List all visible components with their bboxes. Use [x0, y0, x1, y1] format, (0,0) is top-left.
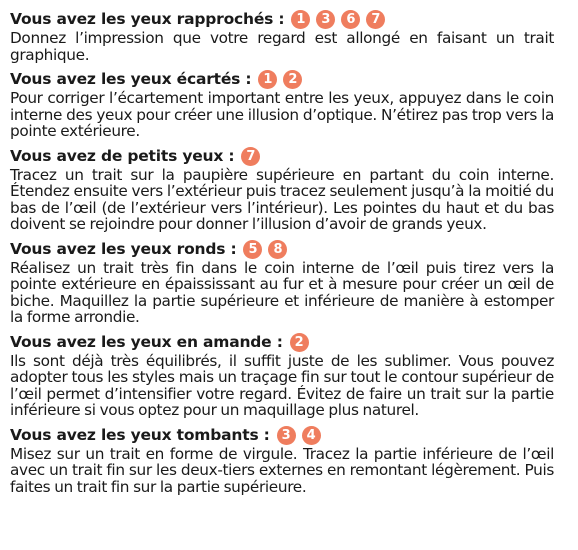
number-badge: 2: [290, 333, 309, 352]
section-text: Donnez l’impression que votre regard est allongé en faisant un trait graphique.: [10, 29, 554, 64]
technique-badges: [291, 10, 391, 29]
section-heading-line: [10, 9, 554, 30]
section-hooded-eyes: [10, 425, 554, 496]
eye-shape-guide: [10, 9, 554, 501]
technique-badges: [243, 240, 293, 259]
number-badge: 1: [291, 10, 310, 29]
number-badge: 6: [341, 10, 360, 29]
section-text: Ils sont déjà très équilibrés, il suffit juste de les sublimer. Vous pouvez adopter tous les styles mais un traçage fin sur tout le contour supérieur de l’œil permet d’intensifier votre regard. Évitez de faire un trait sur la partie inférieure si vous optez pour un maquillage plus naturel.: [10, 351, 554, 419]
number-badge: 3: [277, 426, 296, 445]
section-heading: Vous avez les yeux écartés :: [10, 70, 252, 88]
number-badge: 3: [316, 10, 335, 29]
section-heading-line: [10, 332, 554, 353]
section-heading: Vous avez les yeux ronds :: [10, 239, 237, 258]
number-badge: 1: [258, 70, 277, 89]
technique-badges: [258, 70, 308, 89]
section-close-set-eyes: [10, 9, 554, 63]
technique-badges: [241, 147, 266, 166]
number-badge: 4: [302, 426, 321, 445]
section-almond-eyes: [10, 332, 554, 419]
number-badge: 7: [241, 147, 260, 166]
section-round-eyes: [10, 239, 554, 326]
section-heading-line: [10, 425, 554, 446]
section-text: Pour corriger l’écartement important entre les yeux, appuyez dans le coin interne des yeux pour créer une illusion d’optique. N’étirez pas trop vers la pointe extérieure.: [10, 89, 554, 140]
section-heading: Vous avez de petits yeux :: [10, 146, 235, 165]
technique-badges: [277, 426, 327, 445]
section-heading-line: [10, 146, 554, 167]
section-heading: Vous avez les yeux en amande :: [10, 332, 283, 351]
section-heading: Vous avez les yeux tombants :: [10, 425, 270, 444]
section-small-eyes: [10, 146, 554, 233]
section-heading-line: [10, 239, 554, 260]
number-badge: 5: [243, 240, 262, 259]
section-heading-line: [10, 69, 554, 90]
number-badge: 2: [283, 70, 302, 89]
section-text: Misez sur un trait en forme de virgule. Tracez la partie inférieure de l’œil avec un trait fin sur les deux-tiers externes en remontant légèrement. Puis faites un trait fin sur la partie supérieure.: [10, 444, 554, 496]
number-badge: 7: [366, 10, 385, 29]
section-heading: Vous avez les yeux rapprochés :: [10, 10, 285, 28]
section-text: Réalisez un trait très fin dans le coin interne de l’œil puis tirez vers la pointe extérieure en épaississant au fur et à mesure pour créer un œil de biche. Maquillez la partie supérieure et inférieure de manière à estomper la forme arrondie.: [10, 258, 554, 326]
number-badge: 8: [268, 240, 287, 259]
section-wide-set-eyes: [10, 69, 554, 140]
section-text: Tracez un trait sur la paupière supérieure en partant du coin interne. Étendez ensuite vers l’extérieur puis tracez seulement jusqu’à la moitié du bas de l’œil (de l’extérieur vers l’intérieur). Les pointes du haut et du bas doivent se rejoindre pour donner l’illusion d’avoir de grands yeux.: [10, 165, 554, 233]
technique-badges: [290, 333, 315, 352]
